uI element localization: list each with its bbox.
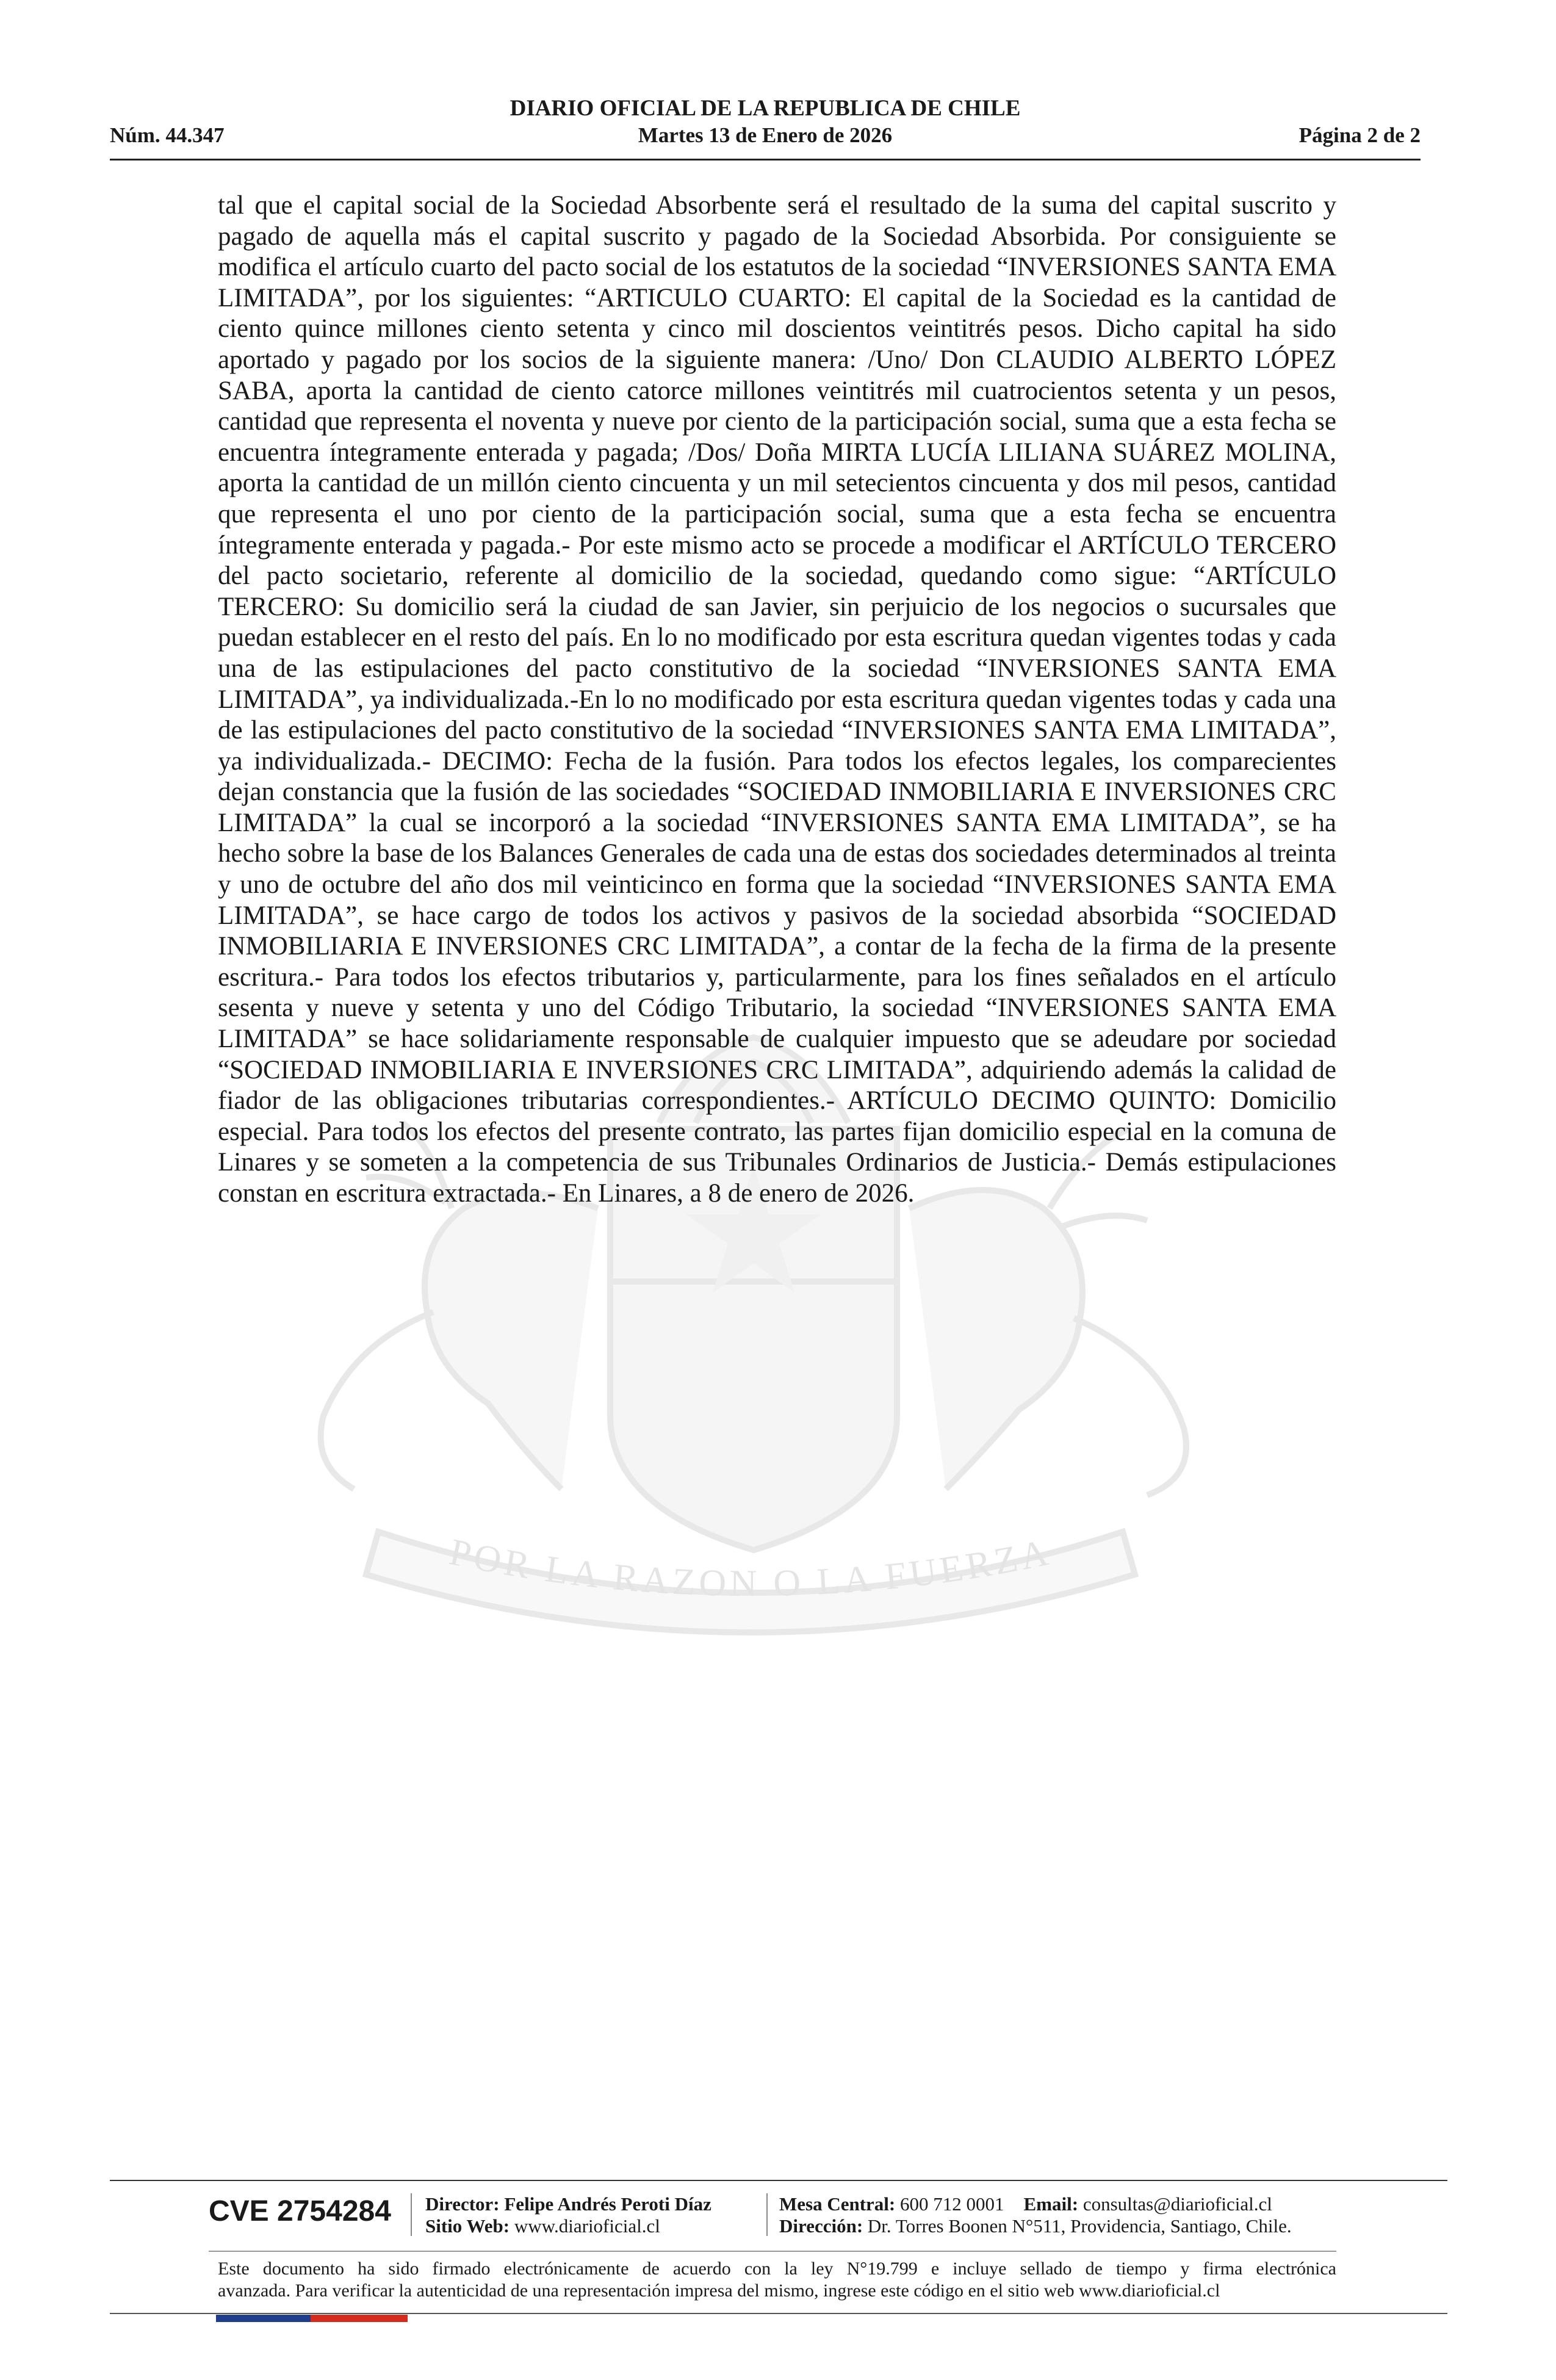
footer-contact-block [779,2193,1292,2237]
page-header [110,92,1421,160]
disclaimer-line-1: Este documento ha sido firmado electrónicamente de acuerdo con la ley N°19.799 e incluye sellado de tiempo y firma electrónica [218,2259,1336,2279]
address-value: Dr. Torres Boonen N°511, Providencia, Santiago, Chile. [867,2215,1292,2237]
footer-mid-rule [209,2251,1336,2252]
footer-director-block [425,2193,711,2237]
footer-top-rule [110,2180,1447,2181]
director-name: Felipe Andrés Peroti Díaz [504,2193,711,2215]
issue-date: Martes 13 de Enero de 2026 [638,123,893,147]
flag-blue-segment [216,2315,311,2322]
document-body [218,190,1336,1210]
watermark-motto: POR LA RAZON O LA FUERZA [445,1531,1056,1605]
signature-disclaimer [218,2258,1336,2302]
footer-bottom-rule [110,2313,1447,2314]
flag-color-bar [216,2315,408,2322]
cve-code: CVE 2754284 [209,2195,391,2227]
publication-title: DIARIO OFICIAL DE LA REPUBLICA DE CHILE [510,96,1021,121]
website-link[interactable]: www.diarioficial.cl [514,2215,660,2237]
page-number: Página 2 de 2 [1298,123,1421,147]
mesa-central-label: Mesa Central: [779,2193,896,2215]
email-label: Email: [1023,2193,1079,2215]
issue-number: Núm. 44.347 [110,123,225,147]
address-label: Dirección: [779,2215,863,2237]
body-paragraph: tal que el capital social de la Sociedad Absorbente será el resultado de la suma del capital suscrito y pagado de aquella más el capital suscrito y pagado de la Sociedad Absorbida. Por consiguiente se modifica el artículo cuarto del pacto social de los estatutos de la sociedad “INVERSIONES SANTA EMA LIMITADA”, por los siguientes: “ARTICULO CUARTO: El capital de la Sociedad es la cantidad de ciento quince millones ciento setenta y cinco mil doscientos veintitrés pesos. Dicho capital ha sido aportado y pagado por los socios de la siguiente manera: /Uno/ Don CLAUDIO ALBERTO LÓPEZ SABA, aporta la cantidad de ciento catorce millones veintitrés mil cuatrocientos setenta y un pesos, cantidad que representa el noventa y nueve por ciento de la participación social, suma que a esta fecha se encuentra íntegramente enterada y pagada; /Dos/ Doña MIRTA LUCÍA LILIANA SUÁREZ MOLINA, aporta la cantidad de un millón ciento cincuenta y un mil setecientos cincuenta y dos mil pesos, cantidad que representa el uno por ciento de la participación social, suma que a esta fecha se encuentra íntegramente enterada y pagada.- Por este mismo acto se procede a modificar el ARTÍCULO TERCERO del pacto societario, referente al domicilio de la sociedad, quedando como sigue: “ARTÍCULO TERCERO: Su domicilio será la ciudad de san Javier, sin perjuicio de los negocios o sucursales que puedan establecer en el resto del país. En lo no modificado por esta escritura quedan vigentes todas y cada una de las estipulaciones del pacto constitutivo de la sociedad “INVERSIONES SANTA EMA LIMITADA”, ya individualizada.-En lo no modificado por esta escritura quedan vigentes todas y cada una de las estipulaciones del pacto constitutivo de la sociedad “INVERSIONES SANTA EMA LIMITADA”, ya individualizada.- DECIMO: Fecha de la fusión. Para todos los efectos legales, los comparecientes dejan constancia que la fusión de las sociedades “SOCIEDAD INMOBILIARIA E INVERSIONES CRC LIMITADA” la cual se incorporó a la sociedad “INVERSIONES SANTA EMA LIMITADA”, se ha hecho sobre la base de los Balances Generales de cada una de estas dos sociedades determinados al treinta y uno de octubre del año dos mil veinticinco en forma que la sociedad “INVERSIONES SANTA EMA LIMITADA”, se hace cargo de todos los activos y pasivos de la sociedad absorbida “SOCIEDAD INMOBILIARIA E INVERSIONES CRC LIMITADA”, a contar de la fecha de la firma de la presente escritura.- Para todos los efectos tributarios y, particularmente, para los fines señalados en el artículo sesenta y nueve y setenta y uno del Código Tributario, la sociedad “INVERSIONES SANTA EMA LIMITADA” se hace solidariamente responsable de cualquier impuesto que se adeudare por sociedad “SOCIEDAD INMOBILIARIA E INVERSIONES CRC LIMITADA”, adquiriendo además la calidad de fiador de las obligaciones tributarias correspondientes.- ARTÍCULO DECIMO QUINTO: Domicilio especial. Para todos los efectos del presente contrato, las partes fijan domicilio especial en la comuna de Linares y se someten a la competencia de sus Tribunales Ordinarios de Justicia.- Demás estipulaciones constan en escritura extractada.- En Linares, a 8 de enero de 2026. [218,191,1337,1208]
footer-divider [411,2193,412,2236]
director-label: Director: [425,2193,500,2215]
website-label: Sitio Web: [425,2215,510,2237]
footer-divider [766,2193,768,2236]
disclaimer-line-2: avanzada. Para verificar la autenticidad de una representación impresa del mismo, ingrese este código en el sitio web www.diarioficial.cl [218,2281,1220,2301]
email-link[interactable]: consultas@diarioficial.cl [1082,2193,1272,2215]
mesa-central-phone: 600 712 0001 [900,2193,1004,2215]
flag-red-segment [311,2315,408,2322]
